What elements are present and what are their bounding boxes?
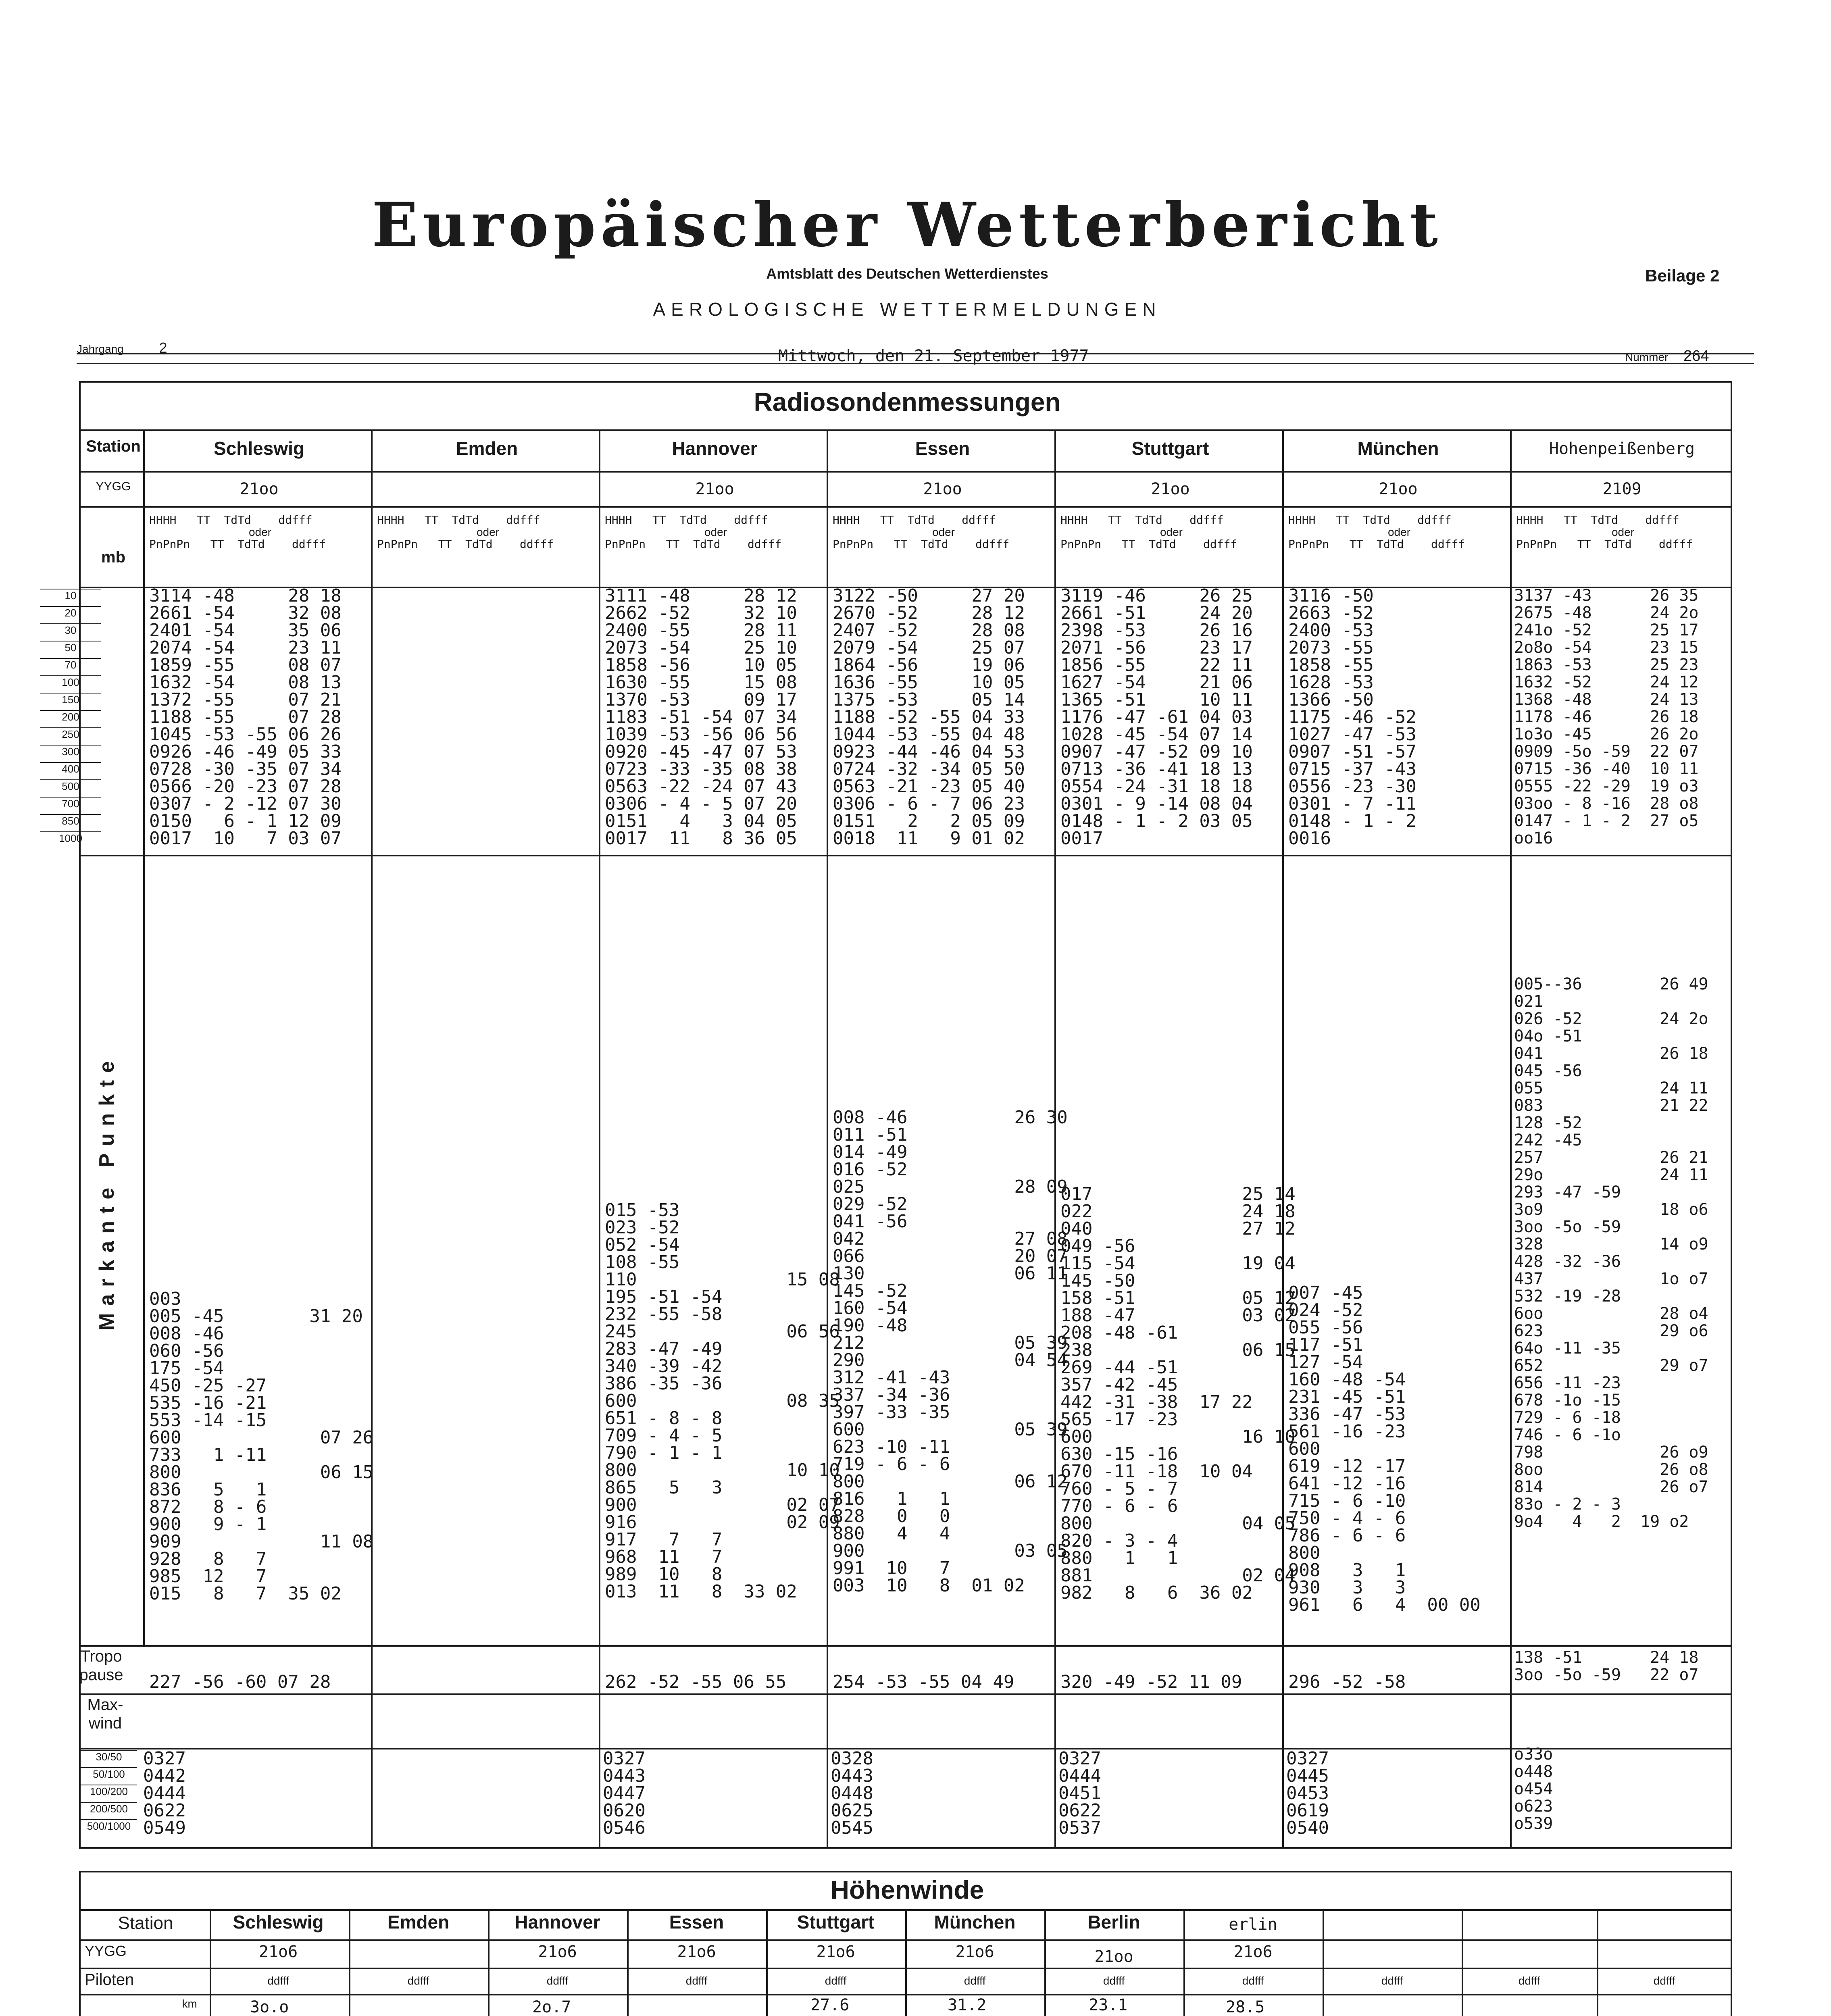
w-piloten-label: Piloten — [85, 1971, 134, 1989]
shear-label: 100/200 — [81, 1785, 137, 1798]
mb-level: 70 — [40, 658, 101, 671]
w-col-rule — [1462, 1909, 1463, 2016]
w-station: Emden — [387, 1912, 450, 1933]
w-yygg: 21o6 — [1233, 1943, 1273, 1961]
mb-level: 700 — [40, 797, 101, 810]
subhead-oder: oder — [1160, 526, 1183, 538]
subhead-bottom: PnPnPn TT TdTd ddfff — [605, 537, 782, 551]
rs-tropo-essen: 254 -53 -55 04 49 — [833, 1672, 1014, 1692]
rs-std-hannover: 3111 -48 28 12 2662 -52 32 10 2400 -55 28 11 2073 -54 25 10 1858 -56 10 05 1630 -55 15 08 1370 -53 09 17 1183 -51 -54 07 34 1039 -53 -56 06 56 0920 -45 -47 07 53 0723 -33 -35 08 38 0563 -22 -24 07 43 0306 - 4 - 5 07 20 0151 4 3 04 05 0017 11 8 36 05 — [605, 585, 797, 849]
header-rule-2 — [77, 363, 1754, 364]
w-col-rule — [1183, 1909, 1185, 2016]
w-col-rule — [905, 1909, 907, 2016]
rs-subhead-emden — [377, 514, 599, 550]
rs-subhead-essen — [833, 514, 1054, 550]
rs-std-hohenpeissenberg: 3137 -43 26 35 2675 -48 24 2o 241o -52 25 17 2o8o -54 23 15 1863 -53 25 23 1632 -52 24 12 1368 -48 24 13 1178 -46 26 18 1o3o -45 26 2o 0909 -5o -59 22 07 0715 -36 -40 10 11 0555 -22 -29 19 o3 03oo - 8 -16 28 o8 0147 - 1 - 2 27 o5 oo16 — [1514, 586, 1699, 848]
w-station: München — [934, 1912, 1016, 1933]
rs-shear-stuttgart: 0327 0444 0451 0622 0537 — [1058, 1748, 1101, 1838]
w-ddfff-head: ddfff — [964, 1974, 986, 1987]
page-title: Europäischer Wetterbericht — [372, 190, 1443, 260]
rs-tropo-stuttgart: 320 -49 -52 11 09 — [1060, 1672, 1242, 1692]
rs-yygg-hannover: 21oo — [695, 480, 734, 498]
rs-subhead-hannover — [605, 514, 827, 550]
w-ddfff-head: ddfff — [407, 1974, 429, 1987]
mb-level: 20 — [40, 606, 101, 619]
supplement: Beilage 2 — [1645, 266, 1720, 285]
rs-rule-yygg — [79, 506, 1732, 508]
rs-rule-maxwind — [79, 1748, 1732, 1749]
mb-level: 50 — [40, 641, 101, 654]
subhead-top: HHHH TT TdTd ddfff — [1060, 513, 1224, 527]
w-gipfel-km: 31.2 — [948, 1996, 987, 2014]
rs-tropopause-label: Tropopause — [79, 1647, 123, 1684]
w-yygg: 21o6 — [677, 1943, 716, 1961]
mb-level: 30 — [40, 623, 101, 637]
shear-label: 200/500 — [81, 1802, 137, 1815]
rs-station-essen: Essen — [915, 438, 970, 459]
mb-level: 250 — [40, 727, 101, 741]
rs-station-schleswig: Schleswig — [214, 438, 304, 459]
w-gipfel-km: 23.1 — [1089, 1996, 1128, 2014]
rs-tropo-hohenpeissenberg: 138 -51 24 18 3oo -5o -59 22 o7 — [1514, 1648, 1699, 1684]
rs-subhead-muenchen — [1288, 514, 1510, 550]
issue-number — [1625, 348, 1709, 365]
rs-shear-hohenpeissenberg: o33o o448 o454 o623 o539 — [1514, 1745, 1553, 1833]
rs-yygg-schleswig: 21oo — [240, 480, 279, 498]
subhead-top: HHHH TT TdTd ddfff — [1516, 513, 1679, 527]
rs-marked-hannover: 015 -53 023 -52 052 -54 108 -55 110 15 08 195 -51 -54 232 -55 -58 245 06 56 283 -47 -49 340 -39 -42 386 -35 -36 600 08 35 651 - 8 - 8 709 - 4 - 5 790 - 1 - 1 800 10 10 865 5 3 900 02 07 916 02 09 917 7 7 968 11 7 989 10 8 013 11 8 33 02 — [605, 1200, 840, 1602]
rs-marked-schleswig: 003 005 -45 31 20 008 -46 060 -56 175 -54 450 -25 -27 535 -16 -21 553 -14 -15 600 07 26 733 1 -11 800 06 15 836 5 1 872 8 - 6 900 9 - 1 909 11 08 928 8 7 985 12 7 015 8 7 35 02 — [149, 1289, 374, 1604]
rs-rule-standard — [79, 855, 1732, 856]
w-ddfff-head: ddfff — [1242, 1974, 1264, 1987]
rs-station-hannover: Hannover — [672, 438, 758, 459]
subhead-oder: oder — [704, 526, 727, 538]
w-yygg: 21oo — [1094, 1947, 1133, 1966]
rs-shear-schleswig: 0327 0442 0444 0622 0549 — [143, 1748, 186, 1838]
subhead-top: HHHH TT TdTd ddfff — [377, 513, 540, 527]
w-station: Schleswig — [233, 1912, 324, 1933]
mb-level: 100 — [40, 675, 101, 689]
w-station: erlin — [1229, 1915, 1277, 1934]
rs-station-label: Station — [86, 437, 141, 455]
subhead-oder: oder — [1611, 526, 1635, 538]
mb-level: 300 — [40, 745, 101, 758]
rs-col-rule — [143, 429, 145, 1647]
w-ddfff-head: ddfff — [1653, 1974, 1675, 1987]
subhead-top: HHHH TT TdTd ddfff — [605, 513, 768, 527]
subhead-oder: oder — [932, 526, 955, 538]
shear-label: 500/1000 — [81, 1819, 137, 1833]
rs-tropo-hannover: 262 -52 -55 06 55 — [605, 1672, 787, 1692]
rs-station-emden: Emden — [456, 438, 518, 459]
subhead-top: HHHH TT TdTd ddfff — [833, 513, 996, 527]
rs-marked-muenchen: 007 -45 024 -52 055 -56 117 -51 127 -54 160 -48 -54 231 -45 -51 336 -47 -53 561 -16 -23 600 619 -12 -17 641 -12 -16 715 - 6 -10 750 - 4 - 6 786 - 6 - 6 800 908 3 1 930 3 3 961 6 4 00 00 — [1288, 1283, 1481, 1615]
rs-tropo-schleswig: 227 -56 -60 07 28 — [149, 1672, 331, 1692]
winds-title: Höhenwinde — [830, 1875, 984, 1904]
w-gipfel-km: 2o.7 — [532, 1998, 571, 2016]
w-ddfff-head: ddfff — [546, 1974, 569, 1987]
w-col-rule — [488, 1909, 490, 2016]
rs-tropo-muenchen: 296 -52 -58 — [1288, 1672, 1406, 1692]
rs-station-hohenpeissenberg: Hohenpeißenberg — [1549, 439, 1695, 458]
w-col-rule — [210, 1909, 211, 2016]
w-station: Berlin — [1087, 1912, 1140, 1933]
rs-col-rule — [1510, 429, 1512, 1849]
rs-std-essen: 3122 -50 27 20 2670 -52 28 12 2407 -52 28 08 2079 -54 25 07 1864 -56 19 06 1636 -55 10 05 1375 -53 05 14 1188 -52 -55 04 33 1044 -53 -55 04 48 0923 -44 -46 04 53 0724 -32 -34 05 50 0563 -21 -23 05 40 0306 - 6 - 7 06 23 0151 2 2 05 09 0018 11 9 01 02 — [833, 585, 1025, 849]
subhead-bottom: PnPnPn TT TdTd ddfff — [1060, 537, 1237, 551]
w-yygg: 21o6 — [816, 1943, 855, 1961]
issue-date: Mittwoch, den 21. September 1977 — [778, 347, 1089, 365]
header-rule — [77, 353, 1754, 354]
rs-std-muenchen: 3116 -50 2663 -52 2400 -53 2073 -55 1858 -55 1628 -53 1366 -50 1175 -46 -52 1027 -47 -53 0907 -51 -57 0715 -37 -43 0556 -23 -30 0301 - 7 -11 0148 - 1 - 2 0016 — [1288, 585, 1416, 849]
subhead-oder: oder — [476, 526, 500, 538]
mb-level: 150 — [40, 693, 101, 706]
rs-yygg-hohenpeissenberg: 2109 — [1602, 480, 1641, 498]
rs-marked-essen: 008 -46 26 30 011 -51 014 -49 016 -52 025 28 09 029 -52 041 -56 042 27 08 066 20 07 130 06 11 145 -52 160 -54 190 -48 212 05 39 290 04 54 312 -41 -43 337 -34 -36 397 -33 -35 600 05 39 623 -10 -11 719 - 6 - 6 800 06 12 816 1 1 828 0 0 880 4 4 900 03 05 991 10 7 003 10 8 01 02 — [833, 1107, 1068, 1596]
w-col-rule — [1044, 1909, 1046, 2016]
subhead-bottom: PnPnPn TT TdTd ddfff — [149, 537, 326, 551]
rs-subhead-stuttgart — [1060, 514, 1282, 550]
rs-col-rule — [371, 429, 373, 1849]
shear-label: 30/50 — [81, 1750, 137, 1763]
w-ddfff-head: ddfff — [267, 1974, 289, 1987]
mb-level: 850 — [40, 814, 101, 827]
w-station: Hannover — [515, 1912, 600, 1933]
w-gipfel-km-label: km — [182, 1997, 197, 2010]
rs-rule-marked — [79, 1645, 1732, 1647]
w-gipfel-km: 27.6 — [810, 1996, 850, 2014]
rs-marked-stuttgart: 017 25 14 022 24 18 040 27 12 049 -56 115 -54 19 04 145 -50 158 -51 05 12 188 -47 03 02 208 -48 -61 238 06 15 269 -44 -51 357 -42 -45 442 -31 -38 17 22 565 -17 -23 600 16 10 630 -15 -16 670 -11 -18 10 04 760 - 5 - 7 770 - 6 - 6 800 04 05 820 - 3 - 4 880 1 1 881 02 04 982 8 6 36 02 — [1060, 1184, 1296, 1603]
w-yygg-label: YYGG — [85, 1943, 127, 1959]
w-ddfff-head: ddfff — [825, 1974, 847, 1987]
rs-rule-tropo — [79, 1693, 1732, 1695]
radiosonde-title: Radiosondenmessungen — [754, 387, 1061, 417]
subhead-bottom: PnPnPn TT TdTd ddfff — [377, 537, 554, 551]
shear-label: 50/100 — [81, 1767, 137, 1781]
rs-shear-essen: 0328 0443 0448 0625 0545 — [831, 1748, 873, 1838]
mb-level: 10 — [40, 589, 101, 602]
subhead-top: HHHH TT TdTd ddfff — [1288, 513, 1452, 527]
rs-subhead-schleswig — [149, 514, 371, 550]
rs-rule-station — [79, 471, 1732, 473]
rs-yygg-stuttgart: 21oo — [1151, 480, 1190, 498]
w-yygg: 21o6 — [258, 1943, 298, 1961]
subhead-top: HHHH TT TdTd ddfff — [149, 513, 312, 527]
volume-number: 2 — [159, 339, 167, 356]
rs-col-rule — [827, 429, 828, 1849]
w-ddfff-head: ddfff — [1381, 1974, 1403, 1987]
rs-maxwind-label: Max-wind — [87, 1696, 123, 1732]
mb-level: 400 — [40, 762, 101, 775]
rs-mb-label: mb — [101, 548, 125, 566]
rs-std-stuttgart: 3119 -46 26 25 2661 -51 24 20 2398 -53 26 16 2071 -56 23 17 1856 -55 22 11 1627 -54 21 06 1365 -51 10 11 1176 -47 -61 04 03 1028 -45 -54 07 14 0907 -47 -52 09 10 0713 -36 -41 18 13 0554 -24 -31 18 18 0301 - 9 -14 08 04 0148 - 1 - 2 03 05 0017 — [1060, 585, 1253, 849]
rs-col-rule — [599, 429, 600, 1849]
mb-level: 200 — [40, 710, 101, 723]
rs-yygg-label: YYGG — [96, 480, 131, 493]
rs-shear-muenchen: 0327 0445 0453 0619 0540 — [1286, 1748, 1329, 1838]
w-ddfff-head: ddfff — [1518, 1974, 1540, 1987]
w-col-rule — [1597, 1909, 1598, 2016]
number-value: 264 — [1683, 348, 1709, 364]
w-yygg: 21o6 — [955, 1943, 994, 1961]
rs-col-rule — [1282, 429, 1284, 1849]
w-station-label: Station — [118, 1913, 173, 1933]
w-ddfff-head: ddfff — [1103, 1974, 1125, 1987]
subhead-bottom: PnPnPn TT TdTd ddfff — [1288, 537, 1465, 551]
w-ddfff-head: ddfff — [685, 1974, 708, 1987]
w-yygg: 21o6 — [538, 1943, 577, 1961]
w-gipfel-km: 3o.o — [250, 1998, 289, 2016]
rs-shear-hannover: 0327 0443 0447 0620 0546 — [603, 1748, 646, 1838]
w-station: Stuttgart — [797, 1912, 875, 1933]
w-col-rule — [627, 1909, 629, 2016]
rs-station-muenchen: München — [1357, 438, 1439, 459]
rs-station-stuttgart: Stuttgart — [1131, 438, 1209, 459]
rs-yygg-muenchen: 21oo — [1379, 480, 1418, 498]
w-gipfel-km: 28.5 — [1226, 1998, 1265, 2016]
subhead-oder: oder — [248, 526, 272, 538]
rs-subhead-hohenpeissenberg — [1516, 514, 1730, 550]
number-label: Nummer — [1625, 351, 1669, 363]
rs-marked-hohenpeissenberg: 005--36 26 49 021 026 -52 24 2o 04o -51 041 26 18 045 -56 055 24 11 083 21 22 128 -52 242 -45 257 26 21 29o 24 11 293 -47 -59 3o9 18 o6 3oo -5o -59 328 14 o9 428 -32 -36 437 1o o7 532 -19 -28 6oo 28 o4 623 29 o6 64o -11 -35 652 29 o7 656 -11 -23 678 -1o -15 729 - 6 -18 746 - 6 -1o 798 26 o9 8oo 26 o8 814 26 o7 83o - 2 - 3 9o4 4 2 19 o2 — [1514, 975, 1708, 1531]
volume-label-text: Jahrgang — [77, 343, 124, 355]
subtitle: Amtsblatt des Deutschen Wetterdienstes — [766, 265, 1048, 282]
w-col-rule — [1323, 1909, 1324, 2016]
mb-level: 1000 — [40, 831, 101, 845]
subhead-oder: oder — [1387, 526, 1411, 538]
rs-rule-title — [79, 429, 1732, 431]
mb-level: 500 — [40, 779, 101, 793]
section-title: AEROLOGISCHE WETTERMELDUNGEN — [653, 299, 1162, 320]
w-station: Essen — [669, 1912, 724, 1933]
rs-std-schleswig: 3114 -48 28 18 2661 -54 32 08 2401 -54 35 06 2074 -54 23 11 1859 -55 08 07 1632 -54 08 13 1372 -55 07 21 1188 -55 07 28 1045 -53 -55 06 26 0926 -46 -49 05 33 0728 -30 -35 07 34 0566 -20 -23 07 28 0307 - 2 -12 07 30 0150 6 - 1 12 09 0017 10 7 03 07 — [149, 585, 342, 849]
w-col-rule — [349, 1909, 350, 2016]
rs-marked-label: Markante Punkte — [95, 1054, 119, 1331]
subhead-bottom: PnPnPn TT TdTd ddfff — [1516, 537, 1693, 551]
rs-yygg-essen: 21oo — [923, 480, 962, 498]
w-col-rule — [766, 1909, 768, 2016]
subhead-bottom: PnPnPn TT TdTd ddfff — [833, 537, 1010, 551]
rs-col-rule — [1054, 429, 1056, 1849]
